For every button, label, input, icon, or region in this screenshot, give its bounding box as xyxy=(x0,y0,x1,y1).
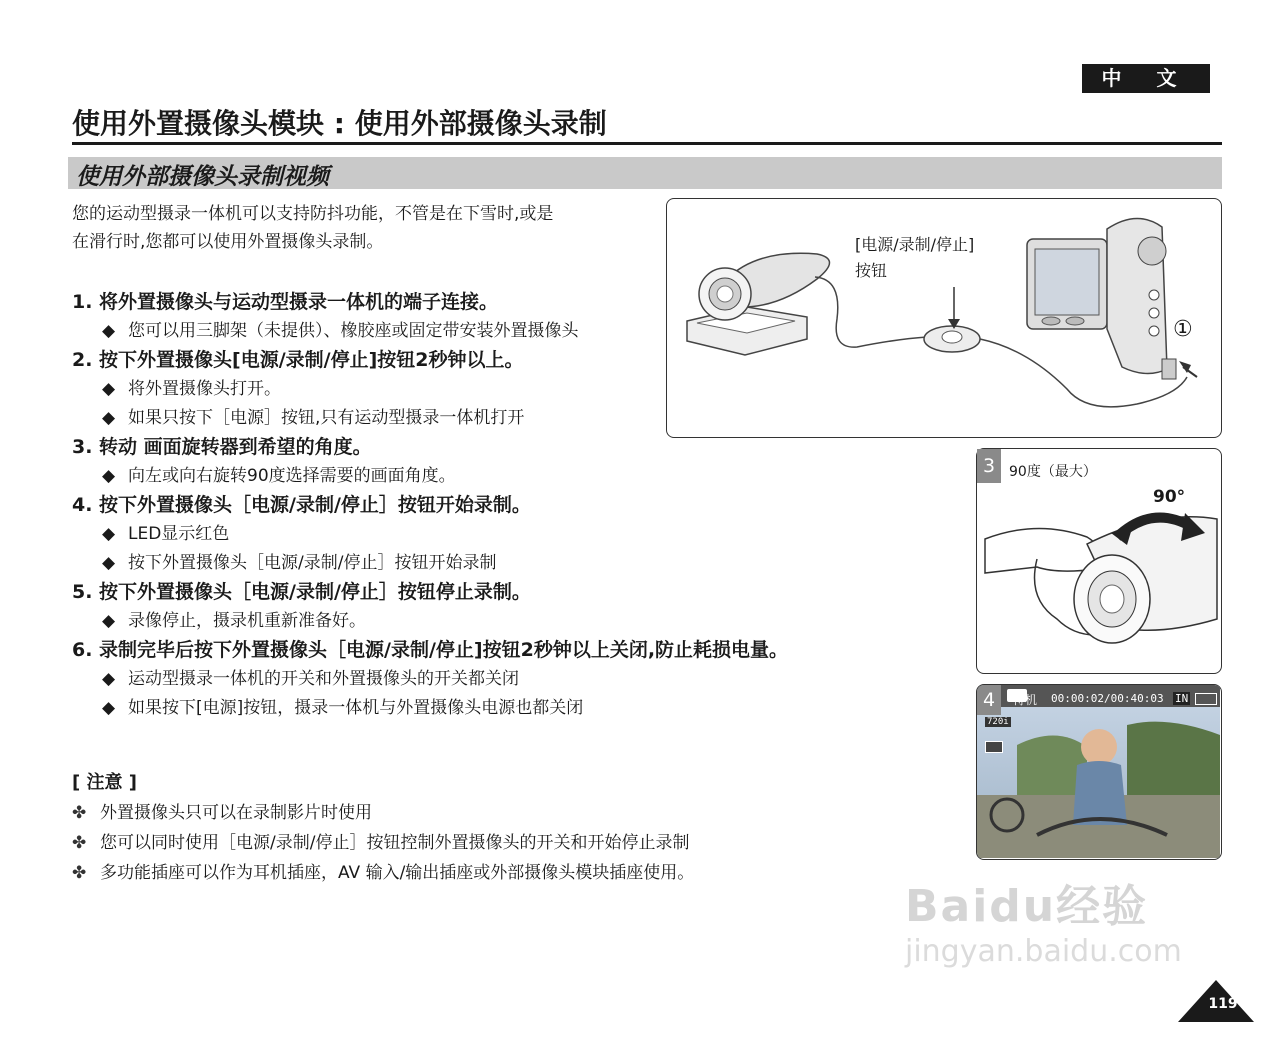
max-angle-label: 90度（最大） xyxy=(1009,464,1097,480)
figure-number: 3 xyxy=(977,449,1001,483)
section-title: 使用外部摄像头录制视频 xyxy=(76,164,329,190)
angle-label: 90° xyxy=(1153,487,1186,507)
step-title: 5. 按下外置摄像头［电源/录制/停止］按钮停止录制。 xyxy=(72,581,531,603)
step-note: ◆ 向左或向右旋转90度选择需要的画面角度。 xyxy=(72,462,952,491)
note-item: ✤ 多功能插座可以作为耳机插座，AV 输入/输出插座或外部摄像头模块插座使用。 xyxy=(72,858,972,888)
watermark-logo: Baidu经验 xyxy=(905,881,1149,932)
diamond-bullet-icon: ◆ xyxy=(102,611,116,631)
figure-number: 4 xyxy=(977,685,1001,715)
clover-bullet-icon: ✤ xyxy=(72,833,87,853)
diamond-bullet-icon: ◆ xyxy=(102,553,116,573)
diamond-bullet-icon: ◆ xyxy=(102,698,116,718)
watermark-url: jingyan.baidu.com xyxy=(905,934,1182,969)
step-note: ◆ 如果按下[电源]按钮，摄录一体机与外置摄像头电源也都关闭 xyxy=(72,694,952,723)
diamond-bullet-icon: ◆ xyxy=(102,379,116,399)
rotation-figure xyxy=(976,448,1222,674)
language-badge: 中 文 xyxy=(1082,64,1210,93)
step-note: ◆ 将外置摄像头打开。 xyxy=(72,375,952,404)
note-item: ✤ 外置摄像头只可以在录制影片时使用 xyxy=(72,798,972,828)
step-note: ◆ 按下外置摄像头［电源/录制/停止］按钮开始录制 xyxy=(72,549,952,578)
clover-bullet-icon: ✤ xyxy=(72,863,87,883)
button-callout-line2: 按钮 xyxy=(855,261,888,280)
step-note: ◆ 如果只按下［电源］按钮,只有运动型摄录一体机打开 xyxy=(72,404,952,433)
diamond-bullet-icon: ◆ xyxy=(102,524,116,544)
step-note: ◆ 录像停止，摄录机重新准备好。 xyxy=(72,607,952,636)
intro-line: 在滑行时,您都可以使用外置摄像头录制。 xyxy=(72,232,384,252)
button-callout-line1: [电源/录制/停止] xyxy=(855,235,975,254)
step-title: 2. 按下外置摄像头[电源/录制/停止]按钮2秒钟以上。 xyxy=(72,349,524,371)
hand-rotation-illustration xyxy=(977,449,1220,672)
lcd-photo xyxy=(977,685,1220,858)
diamond-bullet-icon: ◆ xyxy=(102,408,116,428)
step-note: ◆ LED显示红色 xyxy=(72,520,952,549)
diamond-bullet-icon: ◆ xyxy=(102,321,116,341)
intro-paragraph xyxy=(72,200,652,256)
lcd-figure xyxy=(976,684,1222,860)
step-note: ◆ 您可以用三脚架（未提供）、橡胶座或固定带安装外置摄像头 xyxy=(72,317,952,346)
note-item: ✤ 您可以同时使用［电源/录制/停止］按钮控制外置摄像头的开关和开始停止录制 xyxy=(72,828,972,858)
intro-line: 您的运动型摄录一体机可以支持防抖功能，不管是在下雪时,或是 xyxy=(72,204,554,224)
step-title: 3. 转动 画面旋转器到希望的角度。 xyxy=(72,436,372,458)
step-title: 4. 按下外置摄像头［电源/录制/停止］按钮开始录制。 xyxy=(72,494,531,516)
step-note: ◆ 运动型摄录一体机的开关和外置摄像头的开关都关闭 xyxy=(72,665,952,694)
step-title: 1. 将外置摄像头与运动型摄录一体机的端子连接。 xyxy=(72,291,499,313)
page-number: 119 xyxy=(1208,996,1238,1012)
input-badge: IN xyxy=(1175,692,1189,705)
status-text: 待机 xyxy=(1013,693,1038,707)
timecode: 00:00:02/00:40:03 xyxy=(1051,692,1164,705)
step-title: 6. 录制完毕后按下外置摄像头［电源/录制/停止]按钮2秒钟以上关闭,防止耗损电量。 xyxy=(72,639,789,661)
battery-icon xyxy=(1195,693,1217,705)
step-marker: ① xyxy=(1173,317,1193,342)
notes-section xyxy=(72,768,972,888)
diamond-bullet-icon: ◆ xyxy=(102,669,116,689)
connection-figure xyxy=(666,198,1222,438)
film-icon xyxy=(985,741,1003,753)
diamond-bullet-icon: ◆ xyxy=(102,466,116,486)
title-rule xyxy=(72,142,1222,145)
watermark xyxy=(905,870,1182,969)
quality-badge: 720i xyxy=(987,717,1009,727)
page-title: 使用外置摄像头模块 : 使用外部摄像头录制 xyxy=(72,107,607,140)
notes-title: [ 注意 ] xyxy=(72,772,137,793)
clover-bullet-icon: ✤ xyxy=(72,803,87,823)
